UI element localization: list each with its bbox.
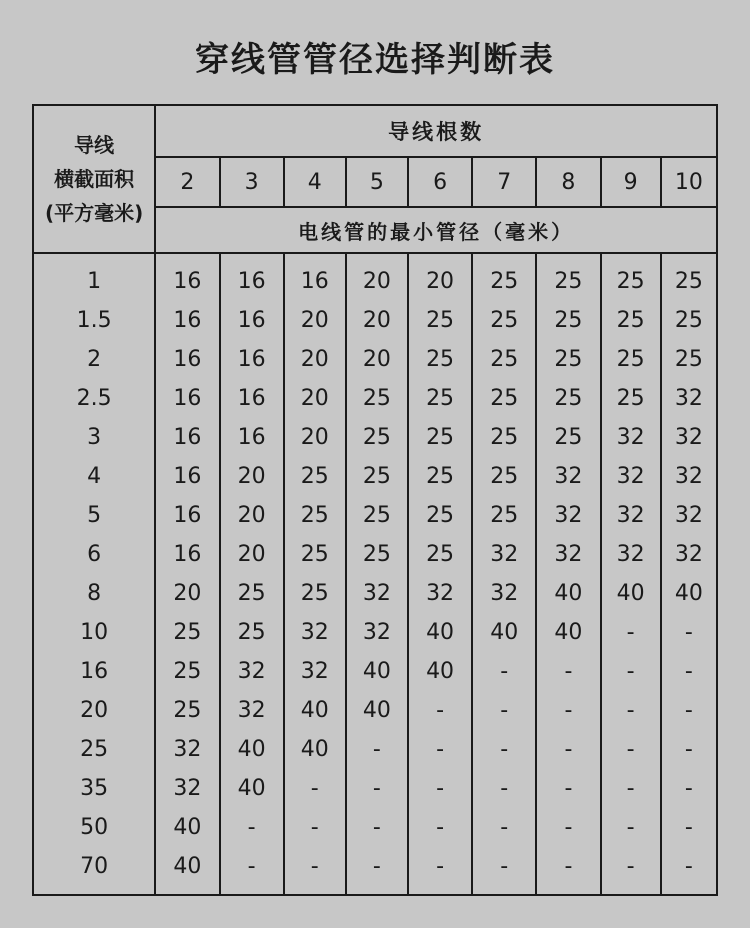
diameter-value: 16 bbox=[237, 386, 266, 411]
diameter-value: 25 bbox=[490, 308, 519, 333]
diameter-value: 32 bbox=[237, 659, 266, 684]
diameter-value: 20 bbox=[237, 464, 266, 489]
diameter-value: - bbox=[564, 659, 573, 684]
diameter-value: 20 bbox=[300, 425, 329, 450]
diameter-value: 40 bbox=[362, 659, 391, 684]
diameter-value: 25 bbox=[490, 386, 519, 411]
diameter-value: - bbox=[564, 776, 573, 801]
cross-section-value: 1 bbox=[87, 269, 102, 294]
diameter-value: 25 bbox=[362, 503, 391, 528]
diameter-value: - bbox=[626, 659, 635, 684]
diameter-value: - bbox=[684, 737, 693, 762]
diameter-value: 25 bbox=[237, 620, 266, 645]
diameter-value: 32 bbox=[490, 542, 519, 567]
diameter-value: 25 bbox=[362, 542, 391, 567]
diameter-value: 25 bbox=[616, 269, 645, 294]
diameter-value: 25 bbox=[426, 503, 455, 528]
conduit-size-table bbox=[32, 104, 718, 896]
diameter-value: 25 bbox=[490, 425, 519, 450]
diameter-value: 25 bbox=[616, 308, 645, 333]
diameter-value: 16 bbox=[237, 425, 266, 450]
diameter-value: 16 bbox=[237, 269, 266, 294]
diameter-column bbox=[220, 253, 284, 895]
diameter-value: 25 bbox=[237, 581, 266, 606]
diameter-value: 32 bbox=[426, 581, 455, 606]
corner-header-cell bbox=[33, 105, 155, 253]
cross-section-value: 16 bbox=[80, 659, 109, 684]
diameter-value: 25 bbox=[674, 308, 703, 333]
diameter-value: 32 bbox=[490, 581, 519, 606]
diameter-value: 40 bbox=[300, 698, 329, 723]
cross-section-value: 35 bbox=[80, 776, 109, 801]
diameter-value: 40 bbox=[362, 698, 391, 723]
wire-count-cell: 7 bbox=[472, 157, 536, 207]
diameter-value: 20 bbox=[300, 308, 329, 333]
diameter-value: 20 bbox=[426, 269, 455, 294]
diameter-value: 32 bbox=[237, 698, 266, 723]
diameter-value: 32 bbox=[554, 464, 583, 489]
diameter-value: - bbox=[684, 698, 693, 723]
diameter-value: 32 bbox=[300, 620, 329, 645]
diameter-value: 16 bbox=[173, 386, 202, 411]
diameter-value: - bbox=[684, 659, 693, 684]
diameter-value: - bbox=[500, 737, 509, 762]
diameter-value: 25 bbox=[362, 425, 391, 450]
diameter-value: 25 bbox=[362, 386, 391, 411]
diameter-value: 25 bbox=[426, 425, 455, 450]
wire-count-cell: 6 bbox=[408, 157, 472, 207]
cross-section-value: 5 bbox=[87, 503, 102, 528]
cross-section-value: 2.5 bbox=[76, 386, 112, 411]
diameter-value: 32 bbox=[362, 620, 391, 645]
diameter-value: - bbox=[500, 659, 509, 684]
diameter-value: - bbox=[564, 698, 573, 723]
diameter-value: 32 bbox=[554, 503, 583, 528]
diameter-value: 25 bbox=[616, 386, 645, 411]
diameter-value: - bbox=[310, 815, 319, 840]
diameter-value: - bbox=[372, 815, 381, 840]
cross-section-value: 20 bbox=[80, 698, 109, 723]
diameter-value: - bbox=[372, 854, 381, 879]
diameter-value: 25 bbox=[300, 503, 329, 528]
diameter-value: 16 bbox=[173, 269, 202, 294]
wire-count-cell: 2 bbox=[155, 157, 219, 207]
diameter-value: 32 bbox=[616, 464, 645, 489]
diameter-value: 25 bbox=[426, 386, 455, 411]
diameter-value: 40 bbox=[426, 620, 455, 645]
table-body-row bbox=[33, 253, 717, 895]
wire-count-header: 导线根数 bbox=[155, 105, 717, 157]
diameter-value: 16 bbox=[173, 347, 202, 372]
cross-section-value: 70 bbox=[80, 854, 109, 879]
corner-label-line3: (平方毫米) bbox=[45, 201, 144, 225]
diameter-value: 25 bbox=[674, 347, 703, 372]
diameter-value: 32 bbox=[616, 503, 645, 528]
diameter-value: - bbox=[436, 698, 445, 723]
diameter-value: - bbox=[436, 737, 445, 762]
diameter-value: 40 bbox=[173, 815, 202, 840]
diameter-value: 16 bbox=[173, 464, 202, 489]
corner-label-line2: 横截面积 bbox=[54, 167, 135, 191]
wire-count-cell: 3 bbox=[220, 157, 284, 207]
diameter-value: 25 bbox=[173, 659, 202, 684]
diameter-value: 32 bbox=[173, 737, 202, 762]
diameter-value: - bbox=[626, 698, 635, 723]
diameter-value: 25 bbox=[554, 269, 583, 294]
min-diameter-header: 电线管的最小管径（毫米） bbox=[155, 207, 717, 253]
diameter-value: 16 bbox=[237, 308, 266, 333]
cross-section-value: 8 bbox=[87, 581, 102, 606]
diameter-value: 40 bbox=[554, 581, 583, 606]
cross-section-value: 2 bbox=[87, 347, 102, 372]
diameter-value: 20 bbox=[362, 347, 391, 372]
diameter-value: 40 bbox=[300, 737, 329, 762]
diameter-value: 25 bbox=[426, 464, 455, 489]
diameter-column bbox=[408, 253, 472, 895]
diameter-value: 25 bbox=[300, 464, 329, 489]
cross-section-value: 50 bbox=[80, 815, 109, 840]
cross-section-value: 1.5 bbox=[76, 308, 112, 333]
diameter-value: 25 bbox=[554, 347, 583, 372]
diameter-value: - bbox=[626, 854, 635, 879]
diameter-value: - bbox=[500, 815, 509, 840]
diameter-value: 40 bbox=[173, 854, 202, 879]
diameter-column bbox=[661, 253, 717, 895]
diameter-value: - bbox=[626, 776, 635, 801]
diameter-value: - bbox=[500, 776, 509, 801]
diameter-value: 20 bbox=[300, 347, 329, 372]
diameter-value: - bbox=[310, 854, 319, 879]
cross-section-value: 4 bbox=[87, 464, 102, 489]
diameter-value: - bbox=[247, 815, 256, 840]
diameter-value: 25 bbox=[554, 425, 583, 450]
diameter-value: - bbox=[436, 815, 445, 840]
diameter-value: 40 bbox=[426, 659, 455, 684]
diameter-value: 25 bbox=[362, 464, 391, 489]
diameter-value: - bbox=[564, 854, 573, 879]
diameter-value: 20 bbox=[237, 503, 266, 528]
diameter-value: 25 bbox=[490, 269, 519, 294]
diameter-value: 32 bbox=[362, 581, 391, 606]
wire-count-cell: 9 bbox=[601, 157, 661, 207]
diameter-value: 25 bbox=[300, 542, 329, 567]
wire-count-cell: 5 bbox=[346, 157, 408, 207]
diameter-value: 32 bbox=[674, 464, 703, 489]
cross-section-column bbox=[33, 253, 155, 895]
diameter-value: 16 bbox=[173, 425, 202, 450]
diameter-value: 20 bbox=[237, 542, 266, 567]
diameter-value: - bbox=[684, 776, 693, 801]
diameter-value: 32 bbox=[616, 425, 645, 450]
diameter-value: 40 bbox=[490, 620, 519, 645]
diameter-value: 32 bbox=[674, 386, 703, 411]
diameter-value: 16 bbox=[300, 269, 329, 294]
diameter-value: 40 bbox=[554, 620, 583, 645]
diameter-value: - bbox=[626, 737, 635, 762]
diameter-value: 25 bbox=[173, 620, 202, 645]
diameter-value: 40 bbox=[674, 581, 703, 606]
cross-section-value: 3 bbox=[87, 425, 102, 450]
wire-count-cell: 4 bbox=[284, 157, 346, 207]
diameter-value: 25 bbox=[490, 464, 519, 489]
diameter-value: 25 bbox=[300, 581, 329, 606]
diameter-value: - bbox=[247, 854, 256, 879]
cross-section-value: 6 bbox=[87, 542, 102, 567]
diameter-value: 25 bbox=[426, 308, 455, 333]
diameter-value: - bbox=[500, 698, 509, 723]
diameter-column bbox=[346, 253, 408, 895]
diameter-value: 25 bbox=[426, 347, 455, 372]
diameter-value: - bbox=[684, 854, 693, 879]
corner-label-line1: 导线 bbox=[74, 133, 115, 157]
diameter-value: 25 bbox=[426, 542, 455, 567]
diameter-value: 16 bbox=[173, 503, 202, 528]
diameter-value: - bbox=[372, 776, 381, 801]
diameter-value: 25 bbox=[616, 347, 645, 372]
diameter-value: - bbox=[684, 620, 693, 645]
diameter-value: 20 bbox=[362, 269, 391, 294]
diameter-column bbox=[284, 253, 346, 895]
diameter-value: - bbox=[372, 737, 381, 762]
diameter-value: 20 bbox=[300, 386, 329, 411]
diameter-column bbox=[472, 253, 536, 895]
diameter-value: 16 bbox=[173, 308, 202, 333]
diameter-value: 20 bbox=[362, 308, 391, 333]
cross-section-value: 10 bbox=[80, 620, 109, 645]
diameter-value: - bbox=[310, 776, 319, 801]
diameter-value: 32 bbox=[300, 659, 329, 684]
diameter-value: - bbox=[626, 815, 635, 840]
diameter-column bbox=[536, 253, 600, 895]
diameter-value: 32 bbox=[173, 776, 202, 801]
diameter-value: - bbox=[500, 854, 509, 879]
diameter-value: 25 bbox=[173, 698, 202, 723]
diameter-value: 32 bbox=[616, 542, 645, 567]
diameter-value: - bbox=[684, 815, 693, 840]
diameter-value: 40 bbox=[237, 776, 266, 801]
diameter-value: 32 bbox=[554, 542, 583, 567]
diameter-value: - bbox=[436, 854, 445, 879]
diameter-value: - bbox=[564, 737, 573, 762]
wire-count-cell: 10 bbox=[661, 157, 717, 207]
diameter-value: 40 bbox=[237, 737, 266, 762]
diameter-value: 25 bbox=[554, 308, 583, 333]
diameter-column bbox=[155, 253, 219, 895]
diameter-value: 25 bbox=[674, 269, 703, 294]
wire-count-cell: 8 bbox=[536, 157, 600, 207]
diameter-value: 32 bbox=[674, 503, 703, 528]
diameter-value: 20 bbox=[173, 581, 202, 606]
diameter-value: 16 bbox=[173, 542, 202, 567]
diameter-value: - bbox=[626, 620, 635, 645]
diameter-value: 25 bbox=[554, 386, 583, 411]
diameter-value: 32 bbox=[674, 425, 703, 450]
diameter-value: 40 bbox=[616, 581, 645, 606]
diameter-value: 25 bbox=[490, 503, 519, 528]
cross-section-value: 25 bbox=[80, 737, 109, 762]
diameter-value: 32 bbox=[674, 542, 703, 567]
diameter-column bbox=[601, 253, 661, 895]
diameter-value: - bbox=[436, 776, 445, 801]
diameter-value: 25 bbox=[490, 347, 519, 372]
diameter-value: 16 bbox=[237, 347, 266, 372]
page-title: 穿线管管径选择判断表 bbox=[195, 40, 555, 80]
diameter-value: - bbox=[564, 815, 573, 840]
